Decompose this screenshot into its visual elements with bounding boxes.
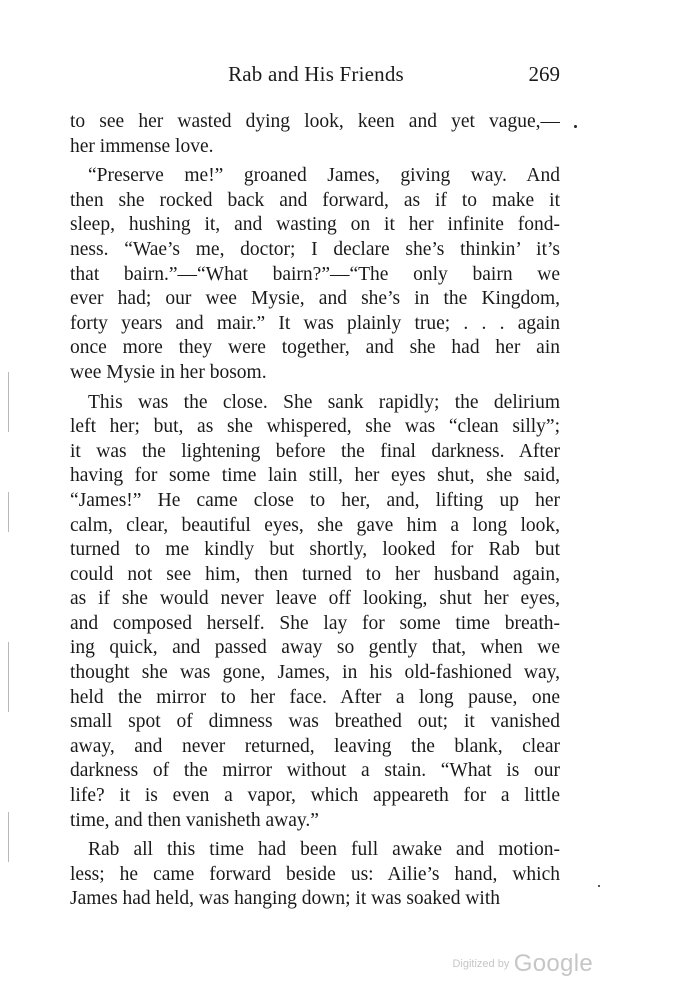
text-line: turned to me kindly but shortly, looked for Rab but (70, 539, 560, 561)
text-line: her immense love. (70, 135, 214, 157)
text-line: time, and then vanisheth away.” (70, 809, 319, 831)
text-line: having for some time lain still, her eyes shut, she said, (70, 465, 560, 487)
text-line: to see her wasted dying look, keen and yet vague,— (70, 111, 560, 132)
page-number: 269 (528, 62, 560, 86)
text-line: then she rocked back and forward, as if to make it (70, 189, 560, 211)
text-line: ness. “Wae’s me, doctor; I declare she’s thinkin’ it’s (70, 238, 560, 260)
text-line: sleep, hushing it, and wasting on it her infinite fond- (70, 214, 560, 236)
text-line: as if she would never leave off looking, shut her eyes, (70, 588, 560, 610)
watermark-brand: Google (513, 950, 593, 977)
text-line: thought she was gone, James, in his old-fashioned way, (70, 662, 560, 684)
text-line: This was the close. She sank rapidly; the delirium (88, 391, 560, 413)
running-title: Rab and His Friends (228, 62, 404, 86)
text-line: could not see him, then turned to her husband again, (70, 563, 560, 585)
text-line: held the mirror to her face. After a long pause, one (70, 686, 560, 708)
text-line: darkness of the mirror without a stain. “What is our (70, 760, 560, 782)
scan-speck (574, 125, 577, 128)
text-line: “James!” He came close to her, and, lifting up her (70, 489, 560, 511)
body-text (70, 110, 560, 912)
text-line: wee Mysie in her bosom. (70, 361, 267, 383)
scan-margin-marks (8, 372, 11, 912)
text-line: Rab all this time had been full awake and motion- (88, 839, 560, 861)
text-line: once more they were together, and she had her ain (70, 337, 560, 359)
text-line: small spot of dimness was breathed out; it vanished (70, 711, 560, 733)
text-line: left her; but, as she whispered, she was “clean silly”; (70, 416, 560, 438)
text-line: and composed herself. She lay for some time breath- (70, 612, 560, 634)
text-line: less; he came forward beside us: Ailie’s hand, which (70, 863, 560, 885)
scan-speck (598, 885, 600, 887)
text-line: forty years and mair.” It was plainly true; . . . again (70, 312, 560, 334)
paragraph (70, 164, 560, 385)
text-line: “Preserve me!” groaned James, giving way. And (88, 165, 560, 187)
text-line: ever had; our wee Mysie, and she’s in the Kingdom, (70, 288, 560, 310)
text-line: calm, clear, beautiful eyes, she gave him a long look, (70, 514, 560, 536)
paragraph (70, 110, 560, 159)
text-line: life? it is even a vapor, which appeareth for a little (70, 785, 560, 807)
paragraph (70, 838, 560, 912)
text-line: it was the lightening before the final darkness. After (70, 440, 560, 462)
paragraph (70, 391, 560, 834)
watermark-prefix: Digitized by (452, 958, 510, 970)
text-line: James had held, was hanging down; it was soaked with (70, 888, 501, 910)
digitized-watermark (452, 950, 593, 978)
text-line: ing quick, and passed away so gently that, when we (70, 637, 560, 659)
text-line: away, and never returned, leaving the blank, clear (70, 735, 560, 757)
running-head (72, 58, 560, 92)
text-line: that bairn.”—“What bairn?”—“The only bairn we (70, 263, 560, 285)
